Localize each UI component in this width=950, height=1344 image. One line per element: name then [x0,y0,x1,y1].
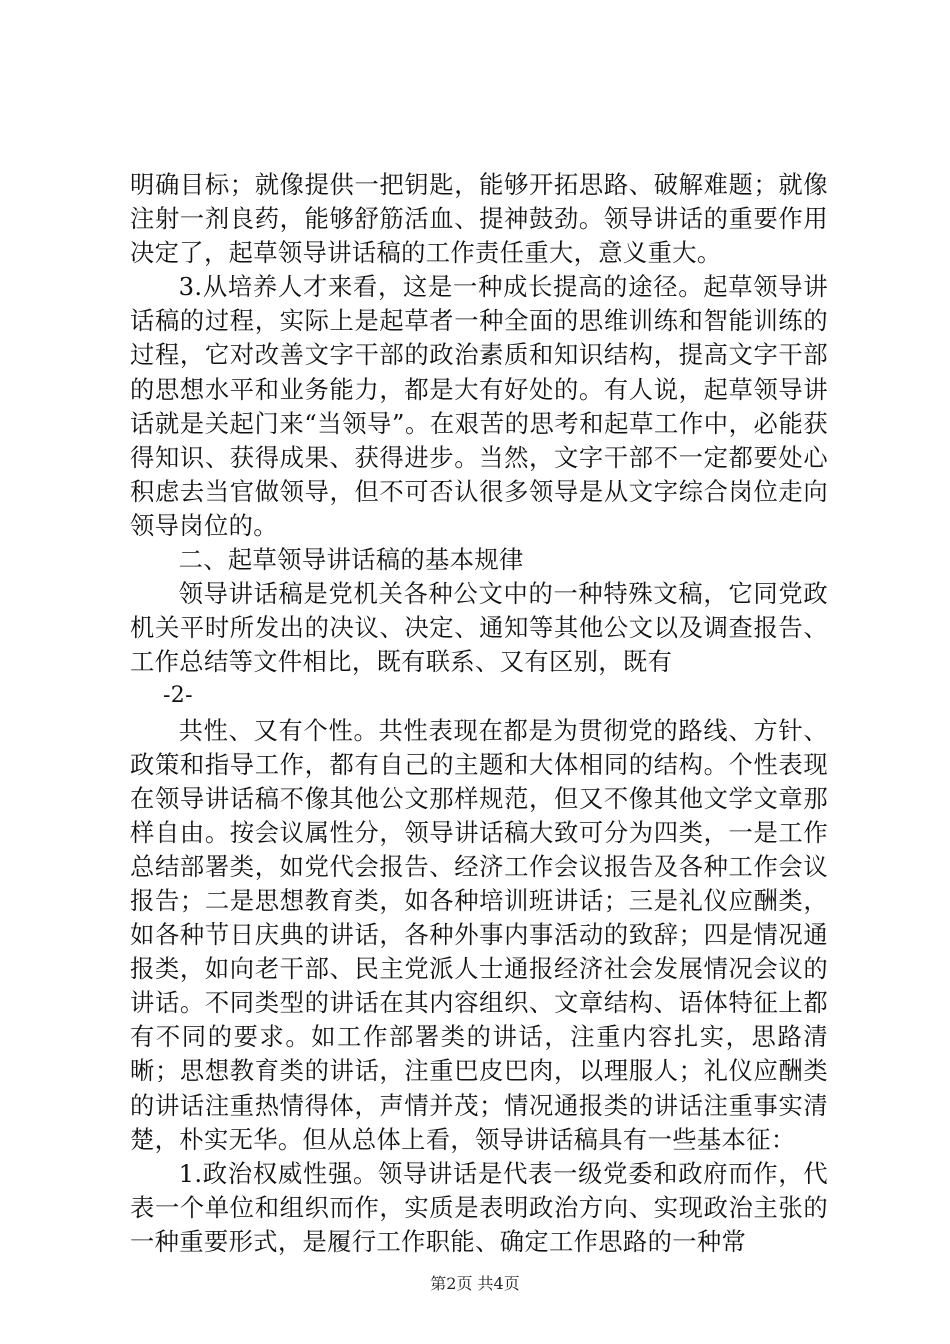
document-body [130,168,828,1259]
paragraph-commonality-individuality: 共性、又有个性。共性表现在都是为贯彻党的路线、方针、政策和指导工作，都有自己的主题和大体相同的结构。个性表现在领导讲话稿不像其他公文那样规范，但又不像其他文学文章那样自由。按会议属性分，领导讲话稿大致可分为四类，一是工作总结部署类，如党代会报告、经济工作会议报告及各种工作会议报告；二是思想教育类，如各种培训班讲话；三是礼仪应酬类，如各种节日庆典的讲话，各种外事内事活动的致辞；四是情况通报类，如向老干部、民主党派人士通报经济社会发展情况会议的讲话。不同类型的讲话在其内容组织、文章结构、语体特征上都有不同的要求。如工作部署类的讲话，注重内容扎实，思路清晰；思想教育类的讲话，注重巴皮巴肉，以理服人；礼仪应酬类的讲话注重热情得体，声情并茂；情况通报类的讲话注重事实清楚，朴实无华。但从总体上看，领导讲话稿具有一些基本征： [130,715,828,1154]
section-heading-basic-rules: 二、起草领导讲话稿的基本规律 [178,545,524,575]
paragraph-political-authority: 1.政治权威性强。领导讲话是代表一级党委和政府而作，代表一个单位和组织而作，实质是表明政治方向、实现政治主张的一种重要形式，是履行工作职能、确定工作思路的一种常 [130,1158,828,1256]
page-footer: 第2页 共4页 [430,1274,520,1293]
paragraph-speech-draft-intro: 领导讲话稿是党机关各种公文中的一种特殊文稿，它同党政机关平时所发出的决议、决定、通知等其他公文以及调查报告、工作总结等文件相比，既有联系、又有区别，既有 [130,579,828,677]
paragraph-talent-cultivation: 3.从培养人才来看，这是一种成长提高的途径。起草领导讲话稿的过程，实际上是起草者一种全面的思维训练和智能训练的过程，它对改善文字干部的政治素质和知识结构，提高文字干部的思想水平和业务能力，都是大有好处的。有人说，起草领导讲话就是关起门来“当领导”。在艰苦的思考和起草工作中，必能获得知识、获得成果、获得进步。当然，文字干部不一定都要处心积虑去当官做领导，但不可否认很多领导是从文字综合岗位走向领导岗位的。 [130,272,828,540]
paragraph-continued: 明确目标；就像提供一把钥匙，能够开拓思路、破解难题；就像注射一剂良药，能够舒筋活血、提神鼓劲。领导讲话的重要作用决定了，起草领导讲话稿的工作责任重大，意义重大。 [130,170,828,268]
inline-page-marker: -2- [163,683,193,709]
